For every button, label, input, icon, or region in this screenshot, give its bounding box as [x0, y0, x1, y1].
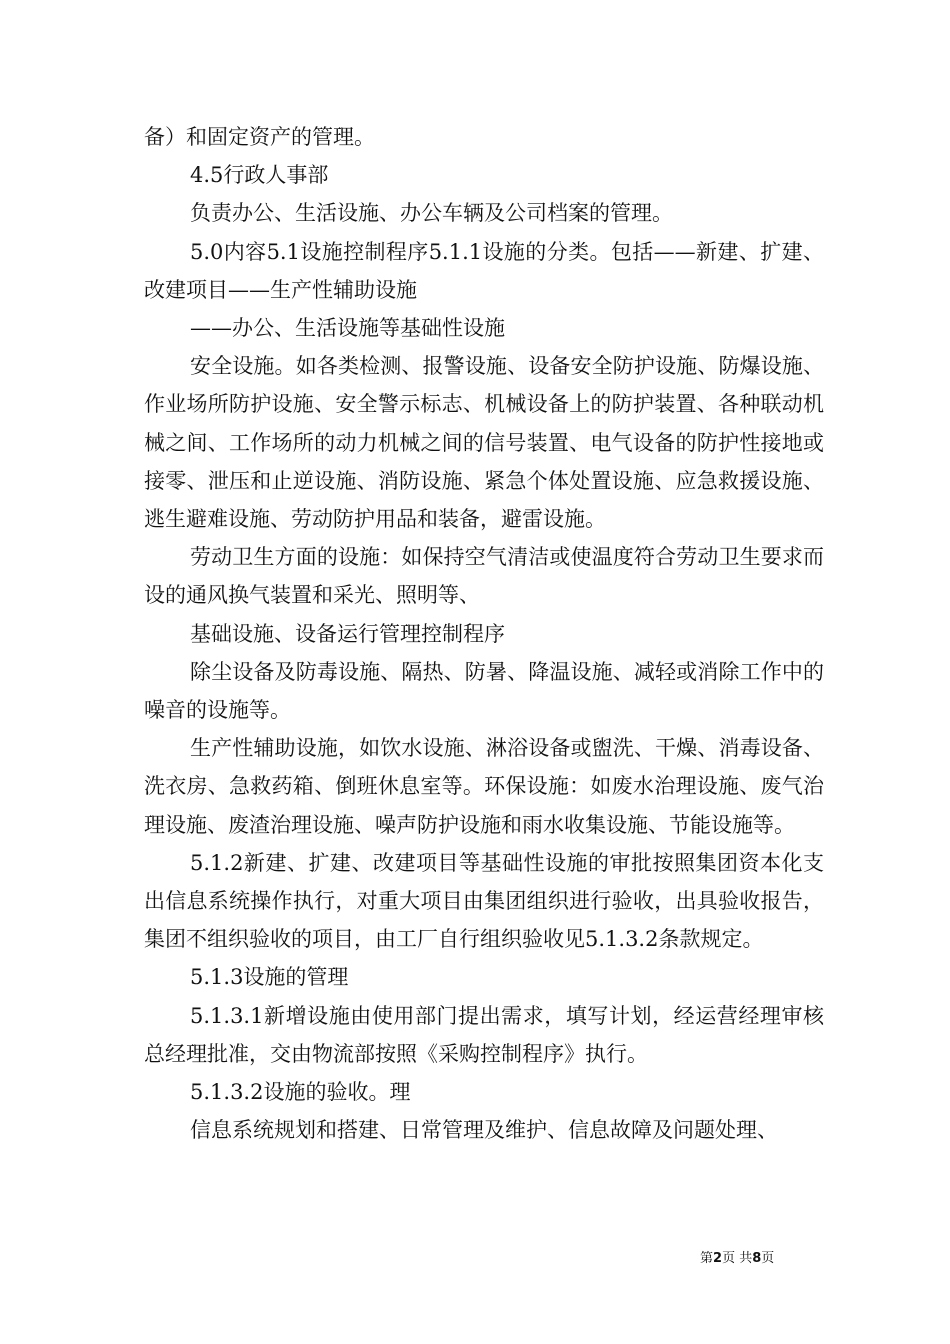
page-footer: [700, 1247, 830, 1266]
footer-middle: 页 共: [722, 1251, 753, 1266]
document-body: [144, 118, 824, 1149]
paragraph: ——办公、生活设施等基础性设施: [190, 316, 505, 341]
current-page-number: 2: [713, 1251, 723, 1266]
paragraph: 5.0内容5.1设施控制程序5.1.1设施的分类。包括——新建、扩建、改建项目——生产性辅助设施: [144, 239, 824, 302]
section-heading: 4.5行政人事部: [190, 163, 329, 188]
paragraph: 5.1.3.1新增设施由使用部门提出需求，填写计划，经运营经理审核总经理批准，交由物流部按照《采购控制程序》执行。: [144, 1003, 824, 1066]
paragraph: 5.1.2新建、扩建、改建项目等基础性设施的审批按照集团资本化支出信息系统操作执行，对重大项目由集团组织进行验收，出具验收报告，集团不组织验收的项目，由工厂自行组织验收见5.1.3.2条款规定。: [144, 850, 824, 952]
section-heading: 5.1.3设施的管理: [190, 965, 349, 990]
paragraph: 劳动卫生方面的设施：如保持空气清洁或使温度符合劳动卫生要求而设的通风换气装置和采光、照明等、: [144, 545, 824, 608]
paragraph: 安全设施。如各类检测、报警设施、设备安全防护设施、防爆设施、作业场所防护设施、安全警示标志、机械设备上的防护装置、各种联动机械之间、工作场所的动力机械之间的信号装置、电气设备的防护性接地或接零、泄压和止逆设施、消防设施、紧急个体处置设施、应急救援设施、逃生避难设施、劳动防护用品和装备，避雷设施。: [144, 354, 824, 532]
paragraph: 负责办公、生活设施、办公车辆及公司档案的管理。: [190, 201, 673, 226]
paragraph: 备）和固定资产的管理。: [144, 125, 375, 149]
paragraph: 基础设施、设备运行管理控制程序: [190, 621, 505, 646]
paragraph: 除尘设备及防毒设施、隔热、防暑、降温设施、减轻或消除工作中的噪音的设施等。: [144, 659, 824, 723]
footer-suffix: 页: [761, 1251, 775, 1266]
footer-prefix: 第: [700, 1251, 714, 1266]
section-heading: 5.1.3.2设施的验收。理: [190, 1080, 411, 1105]
paragraph: 生产性辅助设施，如饮水设施、淋浴设备或盥洗、干燥、消毒设备、洗衣房、急救药箱、倒班休息室等。环保设施：如废水治理设施、废气治理设施、废渣治理设施、噪声防护设施和雨水收集设施、节能设施等。: [144, 736, 824, 837]
total-pages-number: 8: [752, 1251, 762, 1266]
paragraph: 信息系统规划和搭建、日常管理及维护、信息故障及问题处理、: [190, 1118, 778, 1143]
